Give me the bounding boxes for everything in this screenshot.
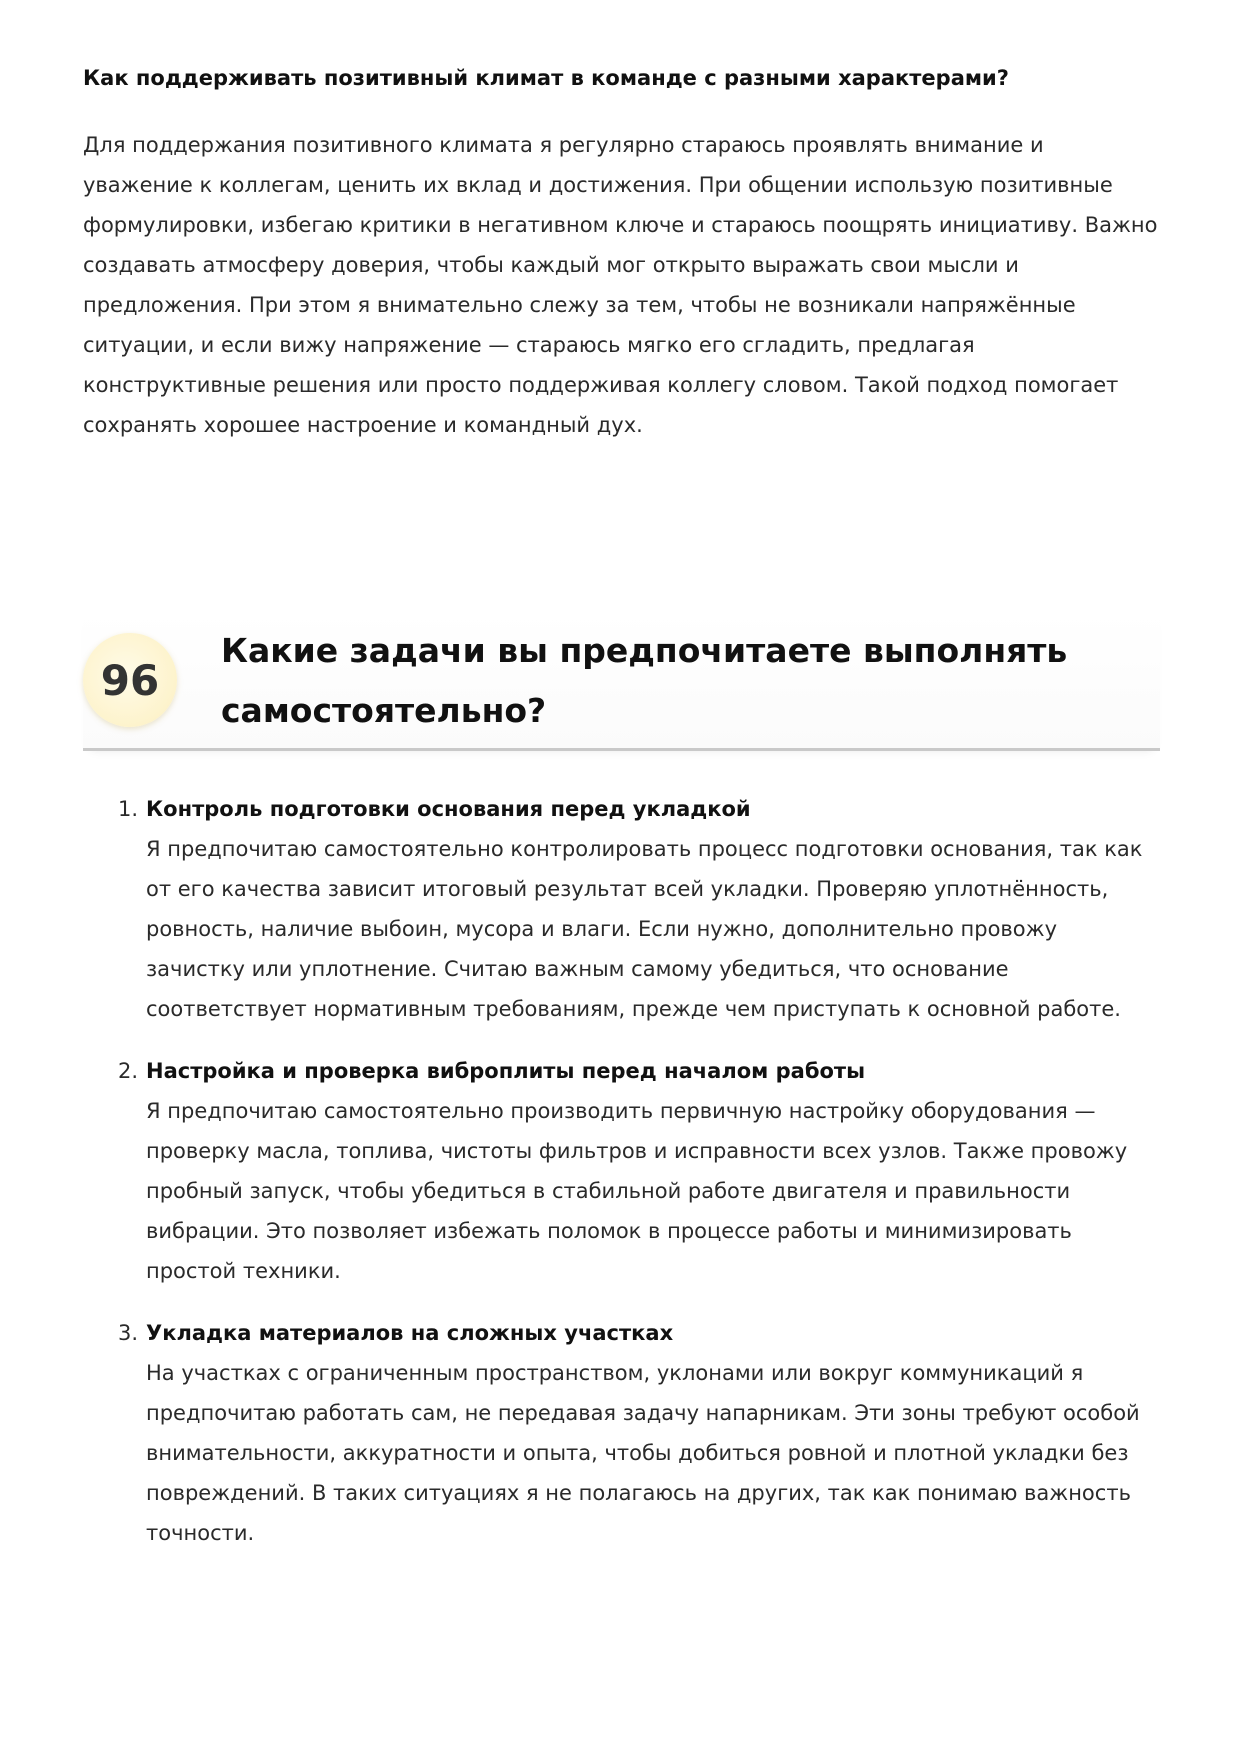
answer-item (83, 789, 1160, 1029)
previous-question-title: Как поддерживать позитивный климат в команде с разными характерами? (83, 66, 1009, 90)
answer-title: Настройка и проверка виброплиты перед началом работы (146, 1059, 866, 1083)
answer-item (83, 1313, 1160, 1553)
answer-item (83, 1051, 1160, 1291)
answer-text: На участках с ограниченным пространством, уклонами или вокруг коммуникаций я предпочитаю работать сам, не передавая задачу напарникам. Эти зоны требуют особой внимательности, аккуратности и опыта, чтобы добиться ровной и плотной укладки без повреждений. В таких ситуациях я не полагаюсь на других, так как понимаю важность точности. (146, 1361, 1140, 1545)
question-number-badge: 96 (83, 633, 177, 727)
answer-number: 2. (118, 1059, 139, 1083)
previous-question-answer: Для поддержания позитивного климата я регулярно стараюсь проявлять внимание и уважение к коллегам, ценить их вклад и достижения. При общении использую позитивные формулировки, избегаю критики в негативном ключе и стараюсь поощрять инициативу. Важно создавать атмосферу доверия, чтобы каждый мог открыто выражать свои мысли и предложения. При этом я внимательно слежу за тем, чтобы не возникали напряжённые ситуации, и если вижу напряжение — стараюсь мягко его сгладить, предлагая конструктивные решения или просто поддерживая коллегу словом. Такой подход помогает сохранять хорошее настроение и командный дух. (83, 133, 1158, 437)
answer-text: Я предпочитаю самостоятельно производить первичную настройку оборудования — проверку масла, топлива, чистоты фильтров и исправности всех узлов. Также провожу пробный запуск, чтобы убедиться в стабильной работе двигателя и правильности вибрации. Это позволяет избежать поломок в процессе работы и минимизировать простой техники. (146, 1099, 1128, 1283)
answer-list (83, 789, 1160, 1575)
question-title: Какие задачи вы предпочитаете выполнять самостоятельно? (221, 631, 1068, 730)
question-header (83, 611, 1160, 751)
answer-number: 3. (118, 1321, 139, 1345)
answer-text: Я предпочитаю самостоятельно контролировать процесс подготовки основания, так как от его качества зависит итоговый результат всей укладки. Проверяю уплотнённость, ровность, наличие выбоин, мусора и влаги. Если нужно, дополнительно провожу зачистку или уплотнение. Считаю важным самому убедиться, что основание соответствует нормативным требованиям, прежде чем приступать к основной работе. (146, 837, 1143, 1021)
answer-number: 1. (118, 797, 139, 821)
answer-title: Укладка материалов на сложных участках (146, 1321, 674, 1345)
answer-title: Контроль подготовки основания перед укладкой (146, 797, 751, 821)
